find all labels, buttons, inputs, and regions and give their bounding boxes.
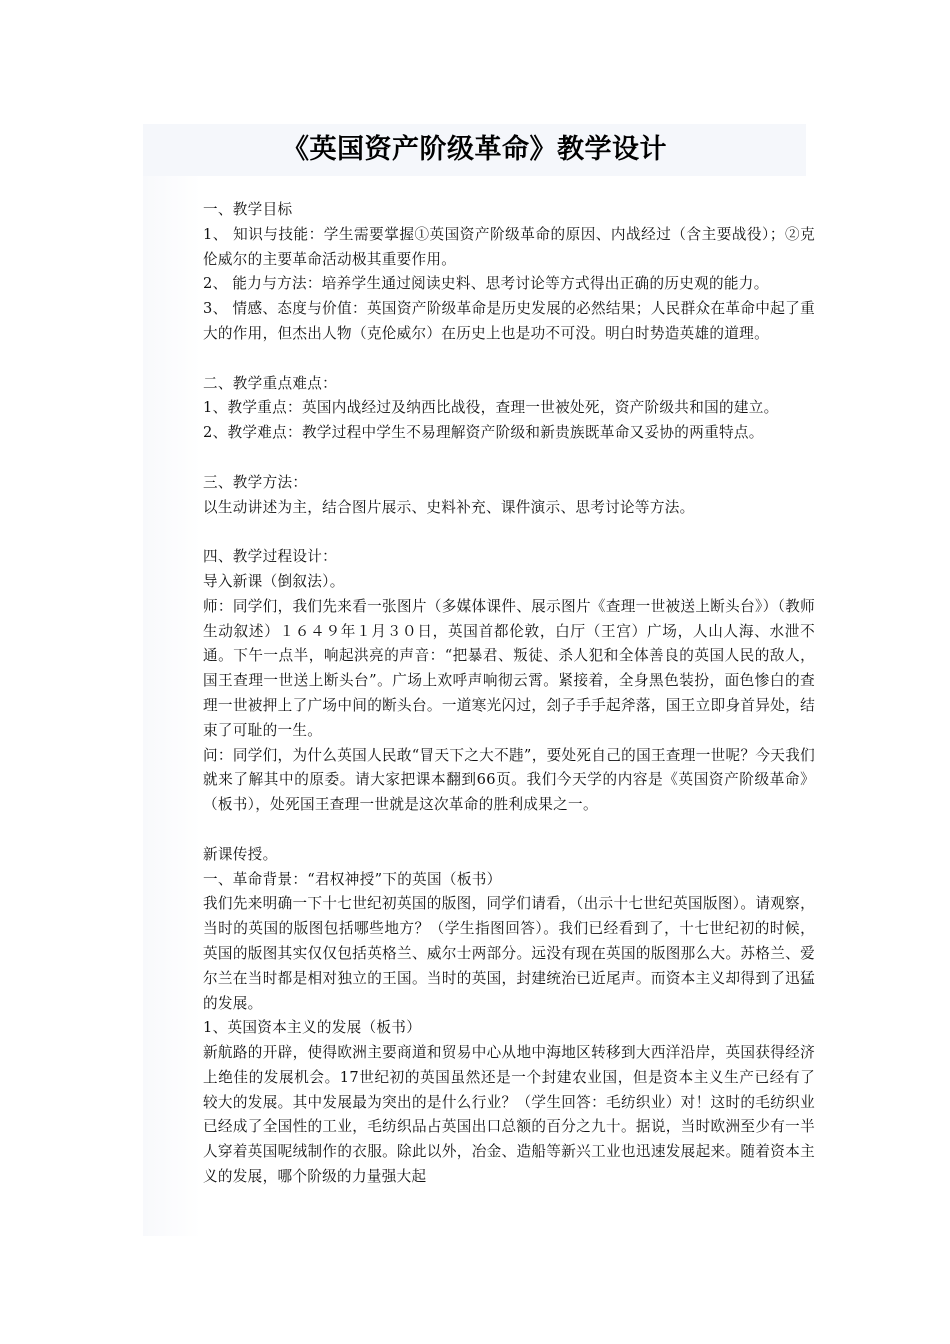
paragraph: 导入新课（倒叙法）。 bbox=[203, 572, 345, 590]
section-heading-key-points: 二、教学重点难点： bbox=[203, 374, 338, 392]
paragraph: 3、 情感、态度与价值：英国资产阶级革命是历史发展的必然结果；人民群众在革命中起了重大的作用，但杰出人物（克伦威尔）在历史上也是功不可没。明白时势造英雄的道理。 bbox=[203, 300, 815, 342]
paragraph: 1、 知识与技能：学生需要掌握①英国资产阶级革命的原因、内战经过（含主要战役）；②克伦威尔的主要革命活动极其重要作用。 bbox=[203, 225, 815, 268]
spacer bbox=[203, 818, 815, 843]
paragraph: 以生动讲述为主，结合图片展示、史料补充、课件演示、思考讨论等方法。 bbox=[203, 498, 695, 516]
document-title: 《英国资产阶级革命》教学设计 bbox=[282, 134, 667, 165]
section-heading-methods: 三、教学方法： bbox=[203, 473, 308, 491]
paragraph: 新航路的开辟，使得欧洲主要商道和贸易中心从地中海地区转移到大西洋沿岸，英国获得经济上绝佳的发展机会。17世纪初的英国虽然还是一个封建农业国，但是资本主义生产已经有了较大的发展。其中发展最为突出的是什么行业？（学生回答：毛纺织业）对！这时的毛纺织业已经成了全国性的工业，毛纺织品占英国出口总额的百分之九十。据说，当时欧洲至少有一半人穿着英国呢绒制作的衣服。除此以外，冶金、造船等新兴工业也迅速发展起来。随着资本主义的发展，哪个阶级的力量强大起 bbox=[203, 1044, 815, 1186]
paragraph: 我们先来明确一下十七世纪初英国的版图，同学们请看，（出示十七世纪英国版图）。请观察，当时的英国的版图包括哪些地方？（学生指图回答）。我们已经看到了，十七世纪初的时候，英国的版图其实仅仅包括英格兰、威尔士两部分。远没有现在英国的版图那么大。苏格兰、爱尔兰在当时都是相对独立的王国。当时的英国，封建统治已近尾声。而资本主义却得到了迅猛的发展。 bbox=[203, 895, 815, 1012]
paragraph: 师：同学们，我们先来看一张图片（多媒体课件、展示图片《查理一世被送上断头台》）（教师生动叙述）１６４９年１月３０日，英国首都伦敦，白厅（王宫）广场，人山人海、水泄不通。下午一点半，响起洪亮的声音：“把暴君、叛徒、杀人犯和全体善良的英国人民的敌人，国王查理一世送上断头台”。广场上欢呼声响彻云霄。紧接着，全身黑色装扮，面色惨白的查理一世被押上了广场中间的断头台。一道寒光闪过，刽子手手起斧落，国王立即身首异处，结束了可耻的一生。 bbox=[203, 597, 815, 739]
section-heading-objectives: 一、教学目标 bbox=[203, 201, 293, 218]
page-side-shade bbox=[143, 176, 201, 1236]
paragraph: 1、教学重点：英国内战经过及纳西比战役，查理一世被处死，资产阶级共和国的建立。 bbox=[203, 399, 779, 417]
spacer bbox=[203, 520, 815, 545]
paragraph: 2、教学难点：教学过程中学生不易理解资产阶级和新贵族既革命又妥协的两重特点。 bbox=[203, 424, 764, 442]
paragraph: 2、 能力与方法：培养学生通过阅读史料、思考讨论等方式得出正确的历史观的能力。 bbox=[203, 275, 769, 293]
spacer bbox=[203, 446, 815, 471]
paragraph: 一、革命背景：“君权神授”下的英国（板书） bbox=[203, 870, 502, 888]
section-heading-process: 四、教学过程设计： bbox=[203, 548, 338, 566]
paragraph: 问：同学们，为什么英国人民敢“冒天下之大不韪”，要处死自己的国王查理一世呢？今天我们就来了解其中的原委。请大家把课本翻到66页。我们今天学的内容是《英国资产阶级革命》（板书），处死国王查理一世就是这次革命的胜利成果之一。 bbox=[203, 746, 815, 814]
spacer bbox=[203, 347, 815, 372]
section-heading-new-lesson: 新课传授。 bbox=[203, 845, 278, 863]
paragraph: 1、英国资本主义的发展（板书） bbox=[203, 1019, 422, 1037]
document-body bbox=[203, 198, 815, 1190]
